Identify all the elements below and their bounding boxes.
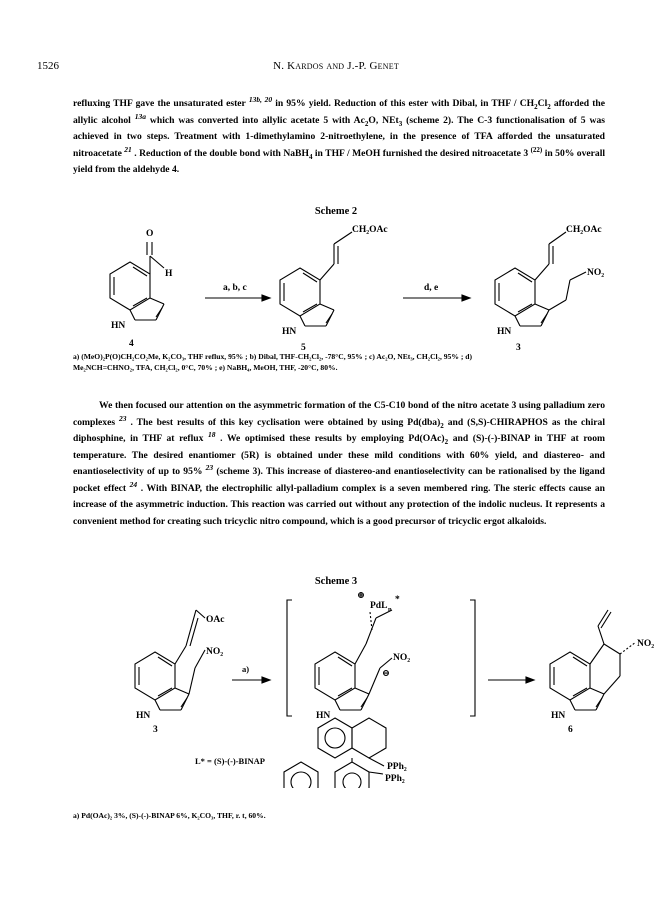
compound-number-3: 3 bbox=[153, 725, 158, 735]
reference-24: 24 bbox=[129, 479, 138, 489]
label-star: * bbox=[395, 595, 400, 605]
label-hn-5: HN bbox=[282, 327, 297, 337]
binap-ligand-structure bbox=[284, 718, 386, 788]
label-no2-product: NO₂ bbox=[637, 639, 655, 649]
label-n: n bbox=[388, 606, 392, 613]
label-hn-4: HN bbox=[111, 321, 126, 331]
compound-4-structure bbox=[110, 242, 164, 320]
label-no2-intermediate: NO₂ bbox=[393, 653, 411, 663]
label-ch2oac-5: CH₂OAc bbox=[352, 225, 388, 235]
compound-5-structure bbox=[280, 232, 352, 326]
scheme-3-footnote: a) Pd(OAc)₂ 3%, (S)-(-)-BINAP 6%, K₂CO₃, THF, r. t, 60%. bbox=[73, 811, 266, 820]
reference-23: 23 bbox=[119, 413, 127, 423]
compound-6-structure bbox=[550, 610, 636, 710]
label-plus-charge: ⊕ bbox=[357, 591, 365, 601]
label-pdl: PdL bbox=[370, 601, 388, 611]
label-pph2-bottom: PPh₂ bbox=[385, 774, 405, 784]
label-no2: NO₂ bbox=[587, 268, 605, 278]
pi-allyl-intermediate-structure bbox=[315, 610, 392, 710]
label-ch2oac-3: CH₂OAc bbox=[566, 225, 602, 235]
reference-13b-20: 13b, 20 bbox=[248, 95, 273, 104]
label-pph2-top: PPh₂ bbox=[387, 762, 407, 772]
running-header: N. Kardos and J.-P. Genet bbox=[273, 60, 399, 72]
label-no2-start: NO₂ bbox=[206, 647, 224, 657]
label-oac: OAc bbox=[206, 615, 225, 625]
reference-18: 18 bbox=[208, 430, 216, 439]
label-hn-product: HN bbox=[551, 711, 566, 721]
paragraph-2: We then focused our attention on the asymmetric formation of the C5-C10 bond of the nitro acetate 3 using palladium zero complexes $^{23}$ . The best results of this key cyclisation were obtained by using $Pd(dba)_2$ and (S,S)-CHIRAPHOS as the chiral diphosphine, in THF at reflux $^{18}$ . We optimised these results by employing $Pd(OAc)_2$ and (S)-(-)-BINAP in THF at room temperature. The desired enantiomer (5R) is obtained under these mild conditions with 60% yield, and diastereo- and enantioselectivity of up to 95% $^{23}$ (scheme 3). This increase of diastereo-and enantioselectivity can be rationalised by the ligand pocket effect $^{24}$ . With BINAP, the electrophilic allyl-palladium complex is a seven membered ring. The steric effects cause an increase of the asymmetric induction. This reaction was carried out without any protection of the indolic nucleus. It represents a convenient method for creating such tricyclic nitro compound, which is a good precursor of tricyclic ergot alkaloids. bbox=[73, 400, 606, 527]
scheme-2-footnote: a) (MeO)₂P(O)CH₂CO₂Me, K₂CO₃, THF reflux, 95% ; b) Dibal, THF-CH₂Cl₂, -78°C, 95% ; c) Ac₂O, NEt₃, CH₂Cl₂, 95% ; d) Me₂NCH=CHNO₂, TFA, CH₂Cl₂, 0°C, 70% ; e) NaBH₄, MeOH, THF, -20°C, 80%. bbox=[73, 352, 473, 372]
label-h: H bbox=[165, 269, 173, 279]
compound-number-4: 4 bbox=[129, 339, 134, 349]
paragraph-1: refluxing THF gave the unsaturated ester $^{13b, 20}$ in 95% yield. Reduction of this ester with Dibal, in THF / $CH_2Cl_2$ afforded the allylic alcohol $^{13a}$ which was converted into allylic acetate 5 with $Ac_2O$, NEt$_3$ (scheme 2). The C-3 functionalisation of 5 was achieved in two steps. Treatment with 1-dimethylamino 2-nitroethylene, in the presence of TFA afforded the unsaturated nitroacetate $^{21}$ . Reduction of the double bond with NaBH$_4$ in THF / MeOH furnished the desired nitroacetate 3 $^{(22)}$ in 50% overall yield from the aldehyde 4. bbox=[73, 95, 606, 175]
compound-number-6: 6 bbox=[568, 725, 573, 735]
label-hn-intermediate: HN bbox=[316, 711, 331, 721]
label-hn-3: HN bbox=[497, 327, 512, 337]
label-hn-start: HN bbox=[136, 711, 151, 721]
reference-21: 21 bbox=[124, 144, 132, 154]
reference-23b: 23 bbox=[205, 463, 214, 472]
compound-number-3: 3 bbox=[516, 343, 521, 350]
arrow-label-a: a) bbox=[242, 664, 250, 674]
scheme-3-diagram bbox=[0, 588, 672, 788]
compound-number-5: 5 bbox=[301, 343, 306, 350]
page-number: 1526 bbox=[37, 60, 59, 72]
compound-3-start-structure bbox=[135, 610, 205, 710]
scheme-2-title: Scheme 2 bbox=[314, 206, 358, 217]
label-o: O bbox=[146, 229, 154, 239]
ligand-equation: L* = (S)-(-)-BINAP bbox=[195, 756, 266, 766]
scheme-3-title: Scheme 3 bbox=[314, 576, 358, 587]
compound-3-structure bbox=[495, 232, 586, 326]
reference-22: (22) bbox=[530, 145, 543, 154]
label-minus-charge: ⊖ bbox=[382, 669, 390, 679]
arrow-label-de: d, e bbox=[424, 283, 439, 293]
reference-13a: 13a bbox=[134, 111, 146, 121]
scheme-2-diagram bbox=[0, 220, 672, 350]
arrow-label-abc: a, b, c bbox=[223, 283, 247, 293]
